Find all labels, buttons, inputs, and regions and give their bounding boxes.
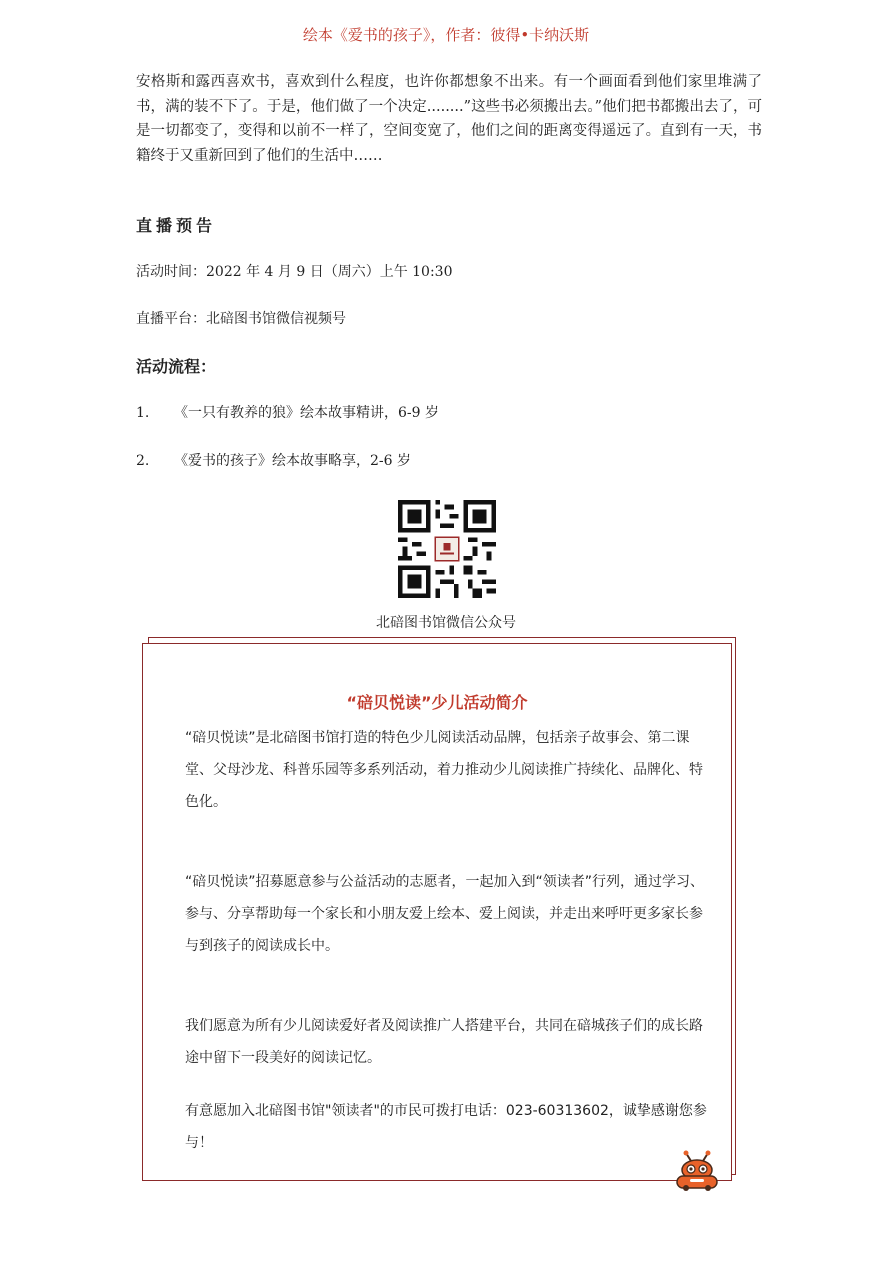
program-intro-paragraph: “碚贝悦读”是北碚图书馆打造的特色少儿阅读活动品牌，包括亲子故事会、第二课堂、父母沙龙、科普乐园等多系列活动，着力推动少儿阅读推广持续化、品牌化、特色化。 [185, 730, 703, 810]
intro-paragraph: 安格斯和露西喜欢书，喜欢到什么程度，也许你都想象不出来。有一个画面看到他们家里堆满了书，满的装不下了。于是，他们做了一个决定........”这些书必须搬出去。”他们把书都搬出去了，可是一切都变了，变得和以前不一样了，空间变宽了，他们之间的距离变得遥远了。直到有一天，书籍终于又重新回到了他们的生活中…… [136, 74, 762, 164]
qr-caption: 北碚图书馆微信公众号 [376, 615, 516, 631]
flow-step-text: 《一只有教养的狼》绘本故事精讲，6-9 岁 [174, 405, 439, 421]
flow-step [136, 450, 411, 470]
live-preview-heading: 直播预告 [136, 216, 217, 235]
contact-paragraph: 有意愿加入北碚图书馆"领读者"的市民可拨打电话：023-60313602，诚挚感谢您参与！ [185, 1103, 707, 1151]
article-title: 绘本《爱书的孩子》，作者：彼得•卡纳沃斯 [302, 26, 590, 44]
program-intro-title: “碚贝悦读”少儿活动简介 [346, 693, 528, 712]
flow-step [136, 402, 439, 422]
flow-step-number: 1. [136, 405, 150, 421]
activity-flow-heading: 活动流程： [136, 357, 217, 376]
volunteer-paragraph: “碚贝悦读”招募愿意参与公益活动的志愿者，一起加入到“领读者”行列，通过学习、参与、分享帮助每一个家长和小朋友爱上绘本、爱上阅读，并走出来呼吁更多家长参与到孩子的阅读成长中。 [185, 874, 705, 954]
live-platform: 直播平台：北碚图书馆微信视频号 [136, 311, 346, 327]
robot-mascot-icon [672, 1150, 722, 1192]
flow-step-number: 2. [136, 453, 150, 469]
flow-step-text: 《爱书的孩子》绘本故事略享，2-6 岁 [174, 453, 411, 469]
activity-time: 活动时间：2022 年 4 月 9 日（周六）上午 10:30 [136, 264, 453, 280]
platform-paragraph: 我们愿意为所有少儿阅读爱好者及阅读推广人搭建平台，共同在碚城孩子们的成长路途中留下一段美好的阅读记忆。 [185, 1018, 703, 1066]
qr-code-icon [398, 500, 496, 598]
program-intro-box [142, 643, 732, 1181]
